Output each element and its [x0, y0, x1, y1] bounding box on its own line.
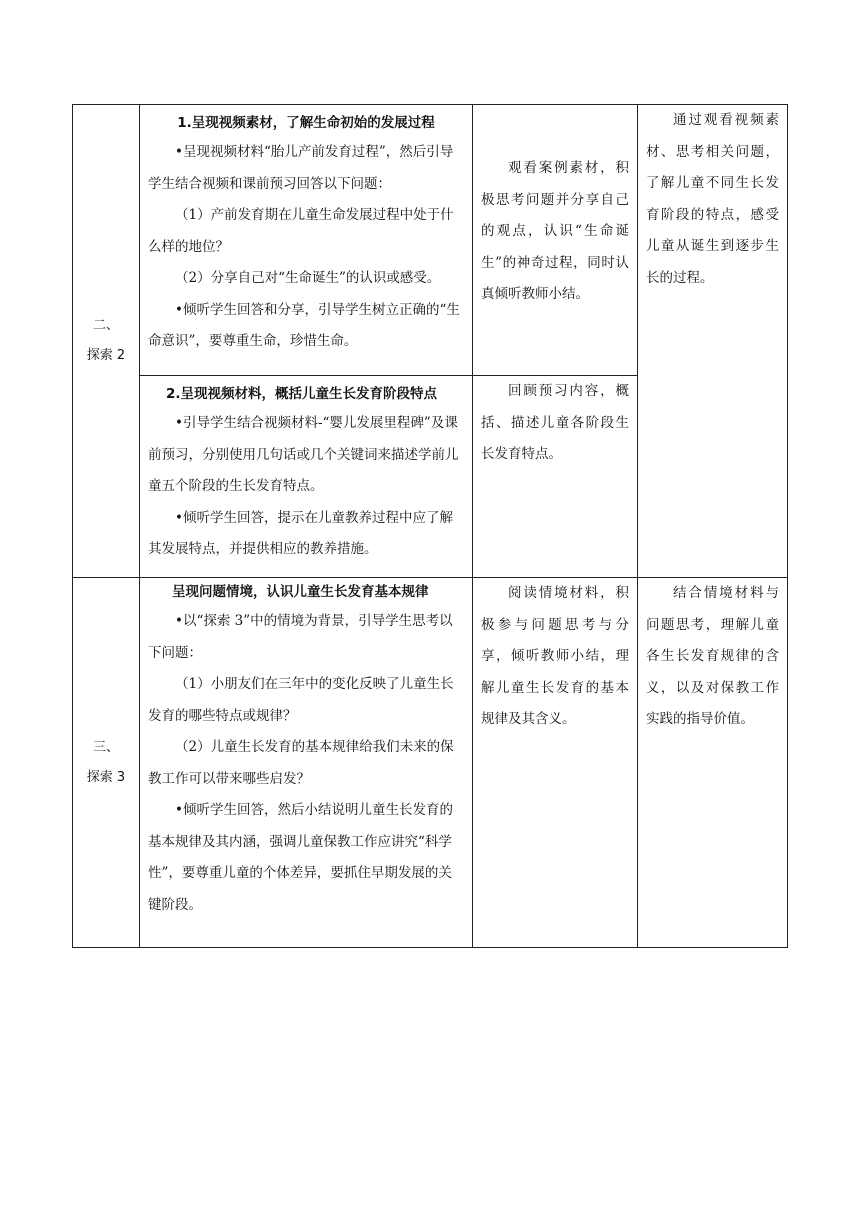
activity-paragraph: （1）小朋友们在三年中的变化反映了儿童生长发育的哪些特点或规律？ — [148, 676, 454, 724]
stage-label: 探索 3 — [86, 769, 126, 785]
teacher-activity-cell — [140, 578, 473, 948]
stage-label: 探索 2 — [86, 348, 126, 363]
design-intent-cell — [638, 578, 788, 948]
stage-number: 三、 — [92, 739, 119, 755]
activity-paragraph: （1）产前发育期在儿童生命发展过程中处于什么样的地位？ — [148, 207, 454, 255]
student-activity-text: 回顾预习内容，概括、描述儿童各阶段生长发育特点。 — [481, 383, 629, 462]
lesson-plan-table — [72, 104, 788, 948]
section-heading: 1.呈现视频素材，了解生命初始的发展过程 — [177, 115, 435, 131]
stage-number: 二、 — [92, 318, 119, 333]
activity-paragraph: •引导学生结合视频材料-“婴儿发展里程碑”及课前预习，分别使用几句话或几个关键词来描述学前儿童五个阶段的生长发育特点。 — [148, 415, 459, 494]
student-activity-cell — [473, 376, 638, 578]
activity-paragraph: （2）分享自己对“生命诞生”的认识或感受。 — [175, 270, 441, 286]
teacher-activity-cell — [140, 105, 473, 376]
section-heading: 呈现问题情境，认识儿童生长发育基本规律 — [172, 584, 429, 600]
design-intent-text: 通过观看视频素材、思考相关问题，了解儿童不同生长发育阶段的特点，感受儿童从诞生到逐步生长的过程。 — [646, 112, 779, 286]
activity-paragraph: •呈现视频材料“胎儿产前发育过程”，然后引导学生结合视频和课前预习回答以下问题： — [148, 144, 454, 192]
activity-paragraph: •倾听学生回答，提示在儿童教养过程中应了解其发展特点，并提供相应的教养措施。 — [148, 509, 453, 557]
table-row — [73, 578, 788, 948]
design-intent-cell — [638, 105, 788, 578]
activity-paragraph: •倾听学生回答和分享，引导学生树立正确的“生命意识”，要尊重生命，珍惜生命。 — [148, 301, 460, 349]
student-activity-cell — [473, 578, 638, 948]
activity-paragraph: （2）儿童生长发育的基本规律给我们未来的保教工作可以带来哪些启发？ — [148, 739, 454, 787]
student-activity-cell — [473, 105, 638, 376]
activity-paragraph: •以“探索 3”中的情境为背景，引导学生思考以下问题： — [148, 613, 453, 661]
student-activity-text: 阅读情境材料，积极参与问题思考与分享，倾听教师小结，理解儿童生长发育的基本规律及其含义。 — [481, 585, 629, 727]
table-row — [73, 105, 788, 376]
teacher-activity-cell — [140, 376, 473, 578]
student-activity-text: 观看案例素材，积极思考问题并分享自己的观点，认识“生命诞生”的神奇过程，同时认真倾听教师小结。 — [481, 160, 629, 302]
stage-cell — [73, 105, 140, 578]
activity-paragraph: •倾听学生回答，然后小结说明儿童生长发育的基本规律及其内涵，强调儿童保教工作应讲究“科学性”，要尊重儿童的个体差异，要抓住早期发展的关键阶段。 — [148, 802, 453, 913]
section-heading: 2.呈现视频材料，概括儿童生长发育阶段特点 — [166, 386, 438, 402]
stage-cell — [73, 578, 140, 948]
design-intent-text: 结合情境材料与问题思考，理解儿童各生长发育规律的含义，以及对保教工作实践的指导价值。 — [646, 585, 779, 727]
